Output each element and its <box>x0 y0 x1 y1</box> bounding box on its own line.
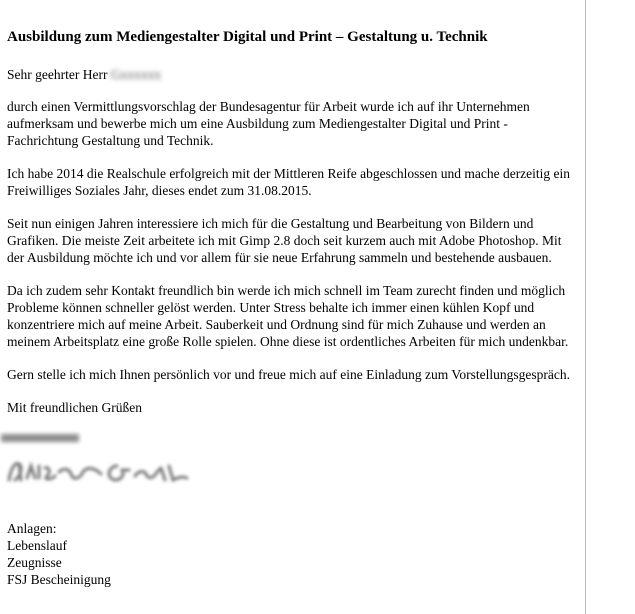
paragraph-invitation: Gern stelle ich mich Ihnen persönlich vor und freue mich auf eine Einladung zum Vorstellungsgespräch. <box>7 367 570 382</box>
signature-area <box>7 430 579 490</box>
attachment-item: Zeugnisse <box>7 555 62 570</box>
salutation-prefix: Sehr geehrter Herr <box>7 67 111 82</box>
attachments-heading: Anlagen: <box>7 521 57 536</box>
paragraph-intro: durch einen Vermittlungsvorschlag der Bundesagentur für Arbeit wurde ich auf ihr Unternehmen aufmerksam und bewerbe mich um eine Ausbildung zum Mediengestalter Digital und Print - Fachrichtung Gestaltung und Technik. <box>7 99 530 148</box>
attachment-item: Lebenslauf <box>7 538 67 553</box>
paragraph-education: Ich habe 2014 die Realschule erfolgreich mit der Mittleren Reife abgeschlossen und mache derzeitig ein Freiwilliges Soziales Jahr, dieses endet zum 31.08.2015. <box>7 166 571 198</box>
letter-title: Ausbildung zum Mediengestalter Digital und Print – Gestaltung u. Technik <box>7 29 488 45</box>
redacted-recipient-name: Gxxxxxx <box>110 67 162 82</box>
page-edge-line <box>585 0 586 614</box>
letter-body <box>7 28 579 588</box>
attachment-item: FSJ Bescheinigung <box>7 572 111 587</box>
closing-phrase: Mit freundlichen Grüßen <box>7 400 142 415</box>
salutation <box>7 66 579 83</box>
attachments-list <box>7 520 579 588</box>
paragraph-interests: Seit nun einigen Jahren interessiere ich mich für die Gestaltung und Bearbeitung von Bildern und Grafiken. Die meiste Zeit arbeitete ich mit Gimp 2.8 doch seit kurzem auch mit Adobe Photoshop. Mit der Ausbildung möchte ich und vor allem für sie neue Erfahrung sammeln und bestehende ausbauen. <box>7 216 562 265</box>
handwritten-signature <box>5 458 190 484</box>
redacted-sender-name <box>1 434 79 442</box>
paragraph-personality: Da ich zudem sehr Kontakt freundlich bin werde ich mich schnell im Team zurecht finden und möglich Probleme können schneller gelöst werden. Unter Stress behalte ich immer einen kühlen Kopf und konzentriere mich auf meine Arbeit. Sauberkeit und Ordnung sind für mich Zuhause und werden an meinem Arbeitsplatz eine große Rolle spielen. Ohne diese ist ordentliches Arbeiten für mich undenkbar. <box>7 283 569 349</box>
